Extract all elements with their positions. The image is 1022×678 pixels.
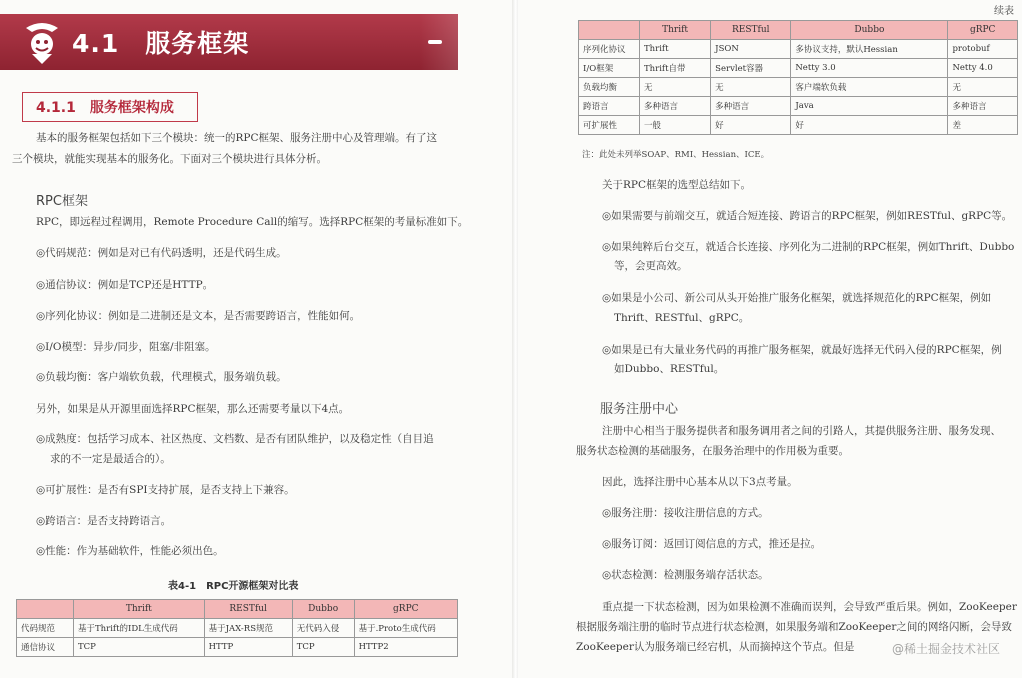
table-header-row [17, 600, 458, 619]
table-row [579, 97, 1018, 116]
table-cell: 基于JAX-RS规范 [204, 619, 292, 638]
registry-point: ◎状态检测：检测服务端存活状态。 [602, 569, 769, 581]
table-cell: 无 [640, 78, 711, 97]
table-cell: 一般 [640, 116, 711, 135]
table-cell: 通信协议 [17, 638, 74, 657]
table-cell: JSON [711, 40, 791, 59]
table-cell: TCP [74, 638, 205, 657]
chapter-logo-icon [22, 18, 62, 66]
extra-item: ◎跨语言：是否支持跨语言。 [36, 515, 172, 527]
registry-line: 注册中心相当于服务提供者和服务调用者之间的引路人，其提供服务注册、服务发现、 [602, 425, 1001, 437]
table-cell: HTTP2 [354, 638, 457, 657]
continued-label: 续表 [994, 6, 1014, 17]
extra-item: ◎可扩展性：是否有SPI支持扩展，是否支持上下兼容。 [36, 484, 295, 496]
table-cell: 代码规范 [17, 619, 74, 638]
summary-item-continued: 如Dubbo、RESTful。 [614, 363, 725, 375]
closing-line: 根据服务端注册的临时节点进行状态检测，如果服务端和ZooKeeper之间的网络闪断，会导致 [576, 621, 1012, 633]
table-cell: Netty 3.0 [791, 59, 948, 78]
table-header-cell: Thrift [74, 600, 205, 619]
table-cell: 序列化协议 [579, 40, 640, 59]
table-row [579, 59, 1018, 78]
table-cell: 多种语言 [640, 97, 711, 116]
table-cell: 好 [791, 116, 948, 135]
criteria-item: ◎序列化协议：例如是二进制还是文本，是否需要跨语言，性能如何。 [36, 310, 361, 322]
banner-decoration [428, 40, 442, 44]
table-row [579, 78, 1018, 97]
section-title: 4.1.1 服务框架构成 [36, 100, 174, 116]
table-cell: Servlet容器 [711, 59, 791, 78]
intro-line: 三个模块，就能实现基本的服务化。下面对三个模块进行具体分析。 [12, 153, 327, 165]
criteria-item: ◎I/O模型：异步/同步，阻塞/非阻塞。 [36, 341, 216, 353]
summary-item: ◎如果纯粹后台交互，就适合长连接、序列化为二进制的RPC框架，例如Thrift、Dubbo [602, 241, 1015, 253]
table-cell: Thrift自带 [640, 59, 711, 78]
closing-line: 重点提一下状态检测，因为如果检测不准确而误判，会导致严重后果。例如，ZooKeeper [602, 601, 1017, 613]
table-cell: 负载均衡 [579, 78, 640, 97]
table-cell: 多种语言 [948, 97, 1018, 116]
table-row [17, 619, 458, 638]
table-cell: TCP [292, 638, 354, 657]
table-cell: 无 [948, 78, 1018, 97]
summary-item: ◎如果需要与前端交互，就适合短连接、跨语言的RPC框架，例如RESTful、gRPC等。 [602, 210, 1013, 222]
table-cell: Java [791, 97, 948, 116]
table-cell: Thrift [640, 40, 711, 59]
registry-line: 服务状态检测的基础服务，在服务治理中的作用极为重要。 [576, 445, 849, 457]
table-row [579, 116, 1018, 135]
intro-line: 基本的服务框架包括如下三个模块：统一的RPC框架、服务注册中心及管理端。有了这 [36, 132, 438, 144]
registry-intro: 因此，选择注册中心基本从以下3点考量。 [602, 476, 798, 488]
table-cell: 跨语言 [579, 97, 640, 116]
table-header-cell: RESTful [204, 600, 292, 619]
summary-item-continued: 等，会更高效。 [614, 260, 688, 272]
watermark: @稀土掘金技术社区 [891, 642, 1000, 656]
criteria-item: ◎通信协议：例如是TCP还是HTTP。 [36, 279, 214, 291]
table-cell: 多种语言 [711, 97, 791, 116]
criteria-item: ◎代码规范：例如是对已有代码透明，还是代码生成。 [36, 247, 287, 259]
table-cell: 基于.Proto生成代码 [354, 619, 457, 638]
table-header-row [579, 21, 1018, 40]
extra-item: ◎成熟度：包括学习成本、社区热度、文档数、是否有团队维护，以及稳定性（自目追 [36, 433, 434, 445]
right-page [518, 0, 1022, 678]
table-header-cell: gRPC [354, 600, 457, 619]
table-cell: 差 [948, 116, 1018, 135]
rpc-heading: RPC框架 [36, 194, 88, 209]
table-cell: 客户端软负载 [791, 78, 948, 97]
table-header-cell [579, 21, 640, 40]
summary-item: ◎如果是小公司、新公司从头开始推广服务化框架，就选择规范化的RPC框架，例如 [602, 292, 992, 304]
extra-intro: 另外，如果是从开源里面选择RPC框架，那么还需要考量以下4点。 [36, 403, 350, 415]
table-cell: 无代码入侵 [292, 619, 354, 638]
table-caption: 表4-1 RPC开源框架对比表 [168, 581, 299, 592]
table-header-cell: Thrift [640, 21, 711, 40]
extra-item: ◎性能：作为基础软件，性能必须出色。 [36, 545, 224, 557]
table-cell: protobuf [948, 40, 1018, 59]
table-header-cell: RESTful [711, 21, 791, 40]
summary-item: ◎如果是已有大量业务代码的再推广服务框架，就最好选择无代码入侵的RPC框架，例 [602, 344, 1002, 356]
table-cell: HTTP [204, 638, 292, 657]
table-note: 注：此处未列举SOAP、RMI、Hessian、ICE。 [582, 150, 770, 160]
table-header-cell [17, 600, 74, 619]
table-cell: 多协议支持，默认Hessian [791, 40, 948, 59]
criteria-item: ◎负载均衡：客户端软负载，代理模式，服务端负载。 [36, 371, 287, 383]
summary-intro: 关于RPC框架的选型总结如下。 [602, 179, 752, 191]
extra-item-continued: 求的不一定是最适合的）。 [50, 453, 171, 465]
rpc-intro: RPC，即远程过程调用，Remote Procedure Call的缩写。选择RPC框架的考量标准如下。 [36, 216, 469, 228]
table-row [17, 638, 458, 657]
table-cell: 好 [711, 116, 791, 135]
comparison-table [16, 599, 458, 657]
closing-line: ZooKeeper认为服务端已经宕机，从而摘掉这个节点。但是 [576, 641, 855, 653]
table-cell: Netty 4.0 [948, 59, 1018, 78]
table-row [579, 40, 1018, 59]
table-cell: 基于Thrift的IDL生成代码 [74, 619, 205, 638]
table-header-cell: Dubbo [791, 21, 948, 40]
table-cell: 无 [711, 78, 791, 97]
table-cell: 可扩展性 [579, 116, 640, 135]
summary-item-continued: Thrift、RESTful、gRPC。 [614, 312, 750, 324]
table-header-cell: gRPC [948, 21, 1018, 40]
registry-heading: 服务注册中心 [600, 402, 679, 417]
chapter-title: 4.1 服务框架 [72, 29, 250, 58]
chapter-banner [0, 14, 458, 70]
registry-point: ◎服务订阅：返回订阅信息的方式，推还是拉。 [602, 538, 822, 550]
comparison-table-continued [578, 20, 1018, 135]
table-cell: I/O框架 [579, 59, 640, 78]
registry-point: ◎服务注册：接收注册信息的方式。 [602, 507, 769, 519]
table-header-cell: Dubbo [292, 600, 354, 619]
